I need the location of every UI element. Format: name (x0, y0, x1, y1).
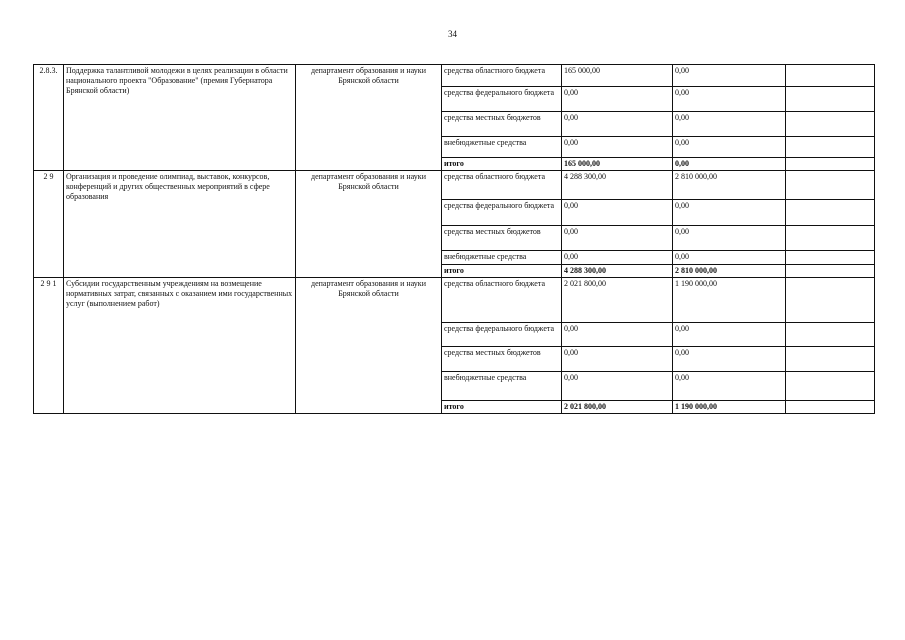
amount-col-3 (786, 401, 875, 414)
amount-col-2: 1 190 000,00 (673, 401, 786, 414)
amount-col-3 (786, 347, 875, 372)
funding-source-label: средства местных бюджетов (442, 112, 562, 137)
amount-col-2: 0,00 (673, 251, 786, 265)
amount-col-2: 0,00 (673, 226, 786, 251)
amount-col-3 (786, 226, 875, 251)
funding-source-label: внебюджетные средства (442, 372, 562, 401)
amount-col-2: 2 810 000,00 (673, 265, 786, 278)
amount-col-1: 0,00 (562, 251, 673, 265)
amount-col-1: 0,00 (562, 137, 673, 158)
amount-col-1: 165 000,00 (562, 65, 673, 87)
item-executor: департамент образования и науки Брянской области (296, 171, 442, 278)
table-row (34, 278, 875, 323)
funding-source-label: средства федерального бюджета (442, 323, 562, 347)
amount-col-3 (786, 137, 875, 158)
amount-col-2: 0,00 (673, 65, 786, 87)
amount-col-1: 4 288 300,00 (562, 171, 673, 200)
funding-source-label: средства областного бюджета (442, 278, 562, 323)
table-row (34, 171, 875, 200)
amount-col-2: 0,00 (673, 200, 786, 226)
amount-col-2: 0,00 (673, 372, 786, 401)
amount-col-1: 0,00 (562, 347, 673, 372)
amount-col-3 (786, 112, 875, 137)
item-name: Субсидии государственным учреждениям на возмещение нормативных затрат, связанных с оказанием ими государственных услуг (выполнением работ) (64, 278, 296, 414)
amount-col-2: 0,00 (673, 112, 786, 137)
amount-col-1: 0,00 (562, 112, 673, 137)
funding-source-label: средства федерального бюджета (442, 200, 562, 226)
amount-col-1: 4 288 300,00 (562, 265, 673, 278)
amount-col-2: 0,00 (673, 347, 786, 372)
amount-col-1: 0,00 (562, 87, 673, 112)
item-code: 2.8.3. (34, 65, 64, 171)
funding-source-label: средства федерального бюджета (442, 87, 562, 112)
funding-source-label: внебюджетные средства (442, 251, 562, 265)
amount-col-3 (786, 251, 875, 265)
amount-col-1: 2 021 800,00 (562, 278, 673, 323)
amount-col-2: 2 810 000,00 (673, 171, 786, 200)
amount-col-1: 0,00 (562, 226, 673, 251)
amount-col-1: 0,00 (562, 372, 673, 401)
amount-col-3 (786, 158, 875, 171)
amount-col-3 (786, 278, 875, 323)
item-code: 2 9 1 (34, 278, 64, 414)
table-row (34, 65, 875, 87)
amount-col-3 (786, 171, 875, 200)
funding-source-label: итого (442, 401, 562, 414)
funding-source-label: средства местных бюджетов (442, 226, 562, 251)
funding-source-label: итого (442, 158, 562, 171)
funding-source-label: внебюджетные средства (442, 137, 562, 158)
budget-table (33, 64, 875, 414)
amount-col-3 (786, 87, 875, 112)
funding-source-label: средства областного бюджета (442, 171, 562, 200)
amount-col-3 (786, 200, 875, 226)
page-number: 34 (448, 29, 457, 39)
amount-col-2: 0,00 (673, 158, 786, 171)
amount-col-3 (786, 372, 875, 401)
item-executor: департамент образования и науки Брянской области (296, 65, 442, 171)
amount-col-3 (786, 65, 875, 87)
amount-col-2: 0,00 (673, 323, 786, 347)
item-executor: департамент образования и науки Брянской области (296, 278, 442, 414)
amount-col-1: 0,00 (562, 200, 673, 226)
funding-source-label: средства областного бюджета (442, 65, 562, 87)
funding-source-label: итого (442, 265, 562, 278)
amount-col-3 (786, 323, 875, 347)
amount-col-1: 2 021 800,00 (562, 401, 673, 414)
amount-col-3 (786, 265, 875, 278)
amount-col-2: 0,00 (673, 87, 786, 112)
amount-col-1: 0,00 (562, 323, 673, 347)
item-name: Организация и проведение олимпиад, выставок, конкурсов, конференций и других общественных мероприятий в сфере образования (64, 171, 296, 278)
amount-col-2: 1 190 000,00 (673, 278, 786, 323)
amount-col-2: 0,00 (673, 137, 786, 158)
item-name: Поддержка талантливой молодежи в целях реализации в области национального проекта "Образование" (премия Губернатора Брянской области) (64, 65, 296, 171)
item-code: 2 9 (34, 171, 64, 278)
funding-source-label: средства местных бюджетов (442, 347, 562, 372)
amount-col-1: 165 000,00 (562, 158, 673, 171)
